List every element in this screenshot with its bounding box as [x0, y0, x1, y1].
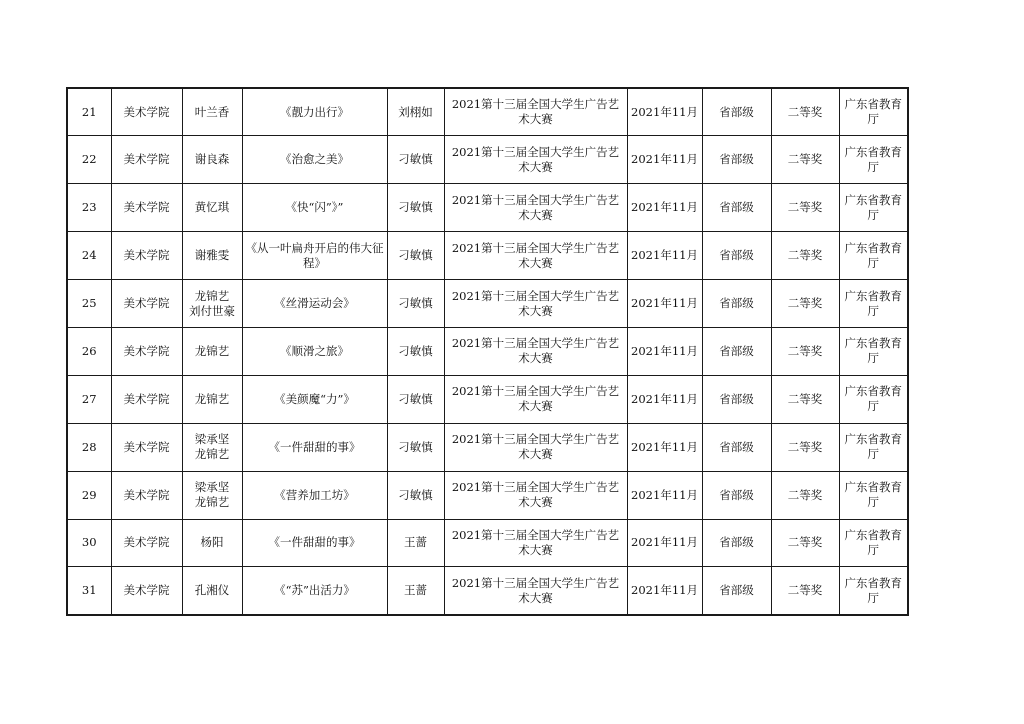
- date-cell: 2021年11月: [627, 423, 702, 471]
- college-cell: 美术学院: [111, 375, 182, 423]
- college-cell: 美术学院: [111, 567, 182, 615]
- awards-table: [66, 87, 909, 616]
- row-number-cell: 28: [67, 423, 111, 471]
- work-title-cell: 《一件甜甜的事》: [242, 423, 387, 471]
- competition-cell: 2021第十三届全国大学生广告艺术大赛: [444, 327, 627, 375]
- issuer-cell: 广东省教育厅: [839, 88, 908, 136]
- date-cell: 2021年11月: [627, 519, 702, 567]
- issuer-cell: 广东省教育厅: [839, 184, 908, 232]
- competition-cell: 2021第十三届全国大学生广告艺术大赛: [444, 88, 627, 136]
- date-cell: 2021年11月: [627, 567, 702, 615]
- work-title-cell: 《快“闪”》”: [242, 184, 387, 232]
- award-cell: 二等奖: [771, 88, 839, 136]
- issuer-cell: 广东省教育厅: [839, 232, 908, 280]
- table-row: [67, 327, 908, 375]
- table-row: [67, 232, 908, 280]
- student-name: 叶兰香: [194, 104, 230, 119]
- date-cell: 2021年11月: [627, 232, 702, 280]
- row-number-cell: 24: [67, 232, 111, 280]
- student-name: 孔湘仪: [194, 583, 230, 598]
- student-name: 谢雅雯: [194, 248, 230, 263]
- level-cell: 省部级: [702, 136, 771, 184]
- students-cell: [182, 232, 242, 280]
- student-name: 梁承坚: [194, 480, 230, 495]
- advisor-cell: 刘栩如: [387, 88, 444, 136]
- award-cell: 二等奖: [771, 471, 839, 519]
- row-number-cell: 25: [67, 280, 111, 328]
- students-cell: [182, 327, 242, 375]
- table-row: [67, 136, 908, 184]
- award-cell: 二等奖: [771, 136, 839, 184]
- award-cell: 二等奖: [771, 423, 839, 471]
- competition-cell: 2021第十三届全国大学生广告艺术大赛: [444, 519, 627, 567]
- students-cell: [182, 280, 242, 328]
- award-cell: 二等奖: [771, 280, 839, 328]
- row-number-cell: 22: [67, 136, 111, 184]
- date-cell: 2021年11月: [627, 471, 702, 519]
- student-name: 龙锦艺: [194, 447, 230, 462]
- college-cell: 美术学院: [111, 232, 182, 280]
- competition-cell: 2021第十三届全国大学生广告艺术大赛: [444, 184, 627, 232]
- table-row: [67, 375, 908, 423]
- student-name: 龙锦艺: [194, 343, 230, 358]
- competition-cell: 2021第十三届全国大学生广告艺术大赛: [444, 136, 627, 184]
- row-number-cell: 30: [67, 519, 111, 567]
- competition-cell: 2021第十三届全国大学生广告艺术大赛: [444, 232, 627, 280]
- advisor-cell: 刁敏慎: [387, 184, 444, 232]
- student-name: 黄忆琪: [194, 200, 230, 215]
- date-cell: 2021年11月: [627, 375, 702, 423]
- table-row: [67, 184, 908, 232]
- date-cell: 2021年11月: [627, 280, 702, 328]
- student-name: 龙锦艺: [194, 391, 230, 406]
- award-cell: 二等奖: [771, 519, 839, 567]
- advisor-cell: 刁敏慎: [387, 327, 444, 375]
- students-cell: [182, 88, 242, 136]
- student-name: 刘付世豪: [189, 303, 235, 318]
- advisor-cell: 刁敏慎: [387, 471, 444, 519]
- table-row: [67, 280, 908, 328]
- row-number-cell: 21: [67, 88, 111, 136]
- student-name: 梁承坚: [194, 432, 230, 447]
- competition-cell: 2021第十三届全国大学生广告艺术大赛: [444, 567, 627, 615]
- students-cell: [182, 471, 242, 519]
- level-cell: 省部级: [702, 232, 771, 280]
- work-title-cell: 《营养加工坊》: [242, 471, 387, 519]
- level-cell: 省部级: [702, 375, 771, 423]
- issuer-cell: 广东省教育厅: [839, 136, 908, 184]
- date-cell: 2021年11月: [627, 184, 702, 232]
- table-row: [67, 519, 908, 567]
- students-cell: [182, 567, 242, 615]
- college-cell: 美术学院: [111, 471, 182, 519]
- advisor-cell: 王蔷: [387, 519, 444, 567]
- level-cell: 省部级: [702, 567, 771, 615]
- students-cell: [182, 375, 242, 423]
- date-cell: 2021年11月: [627, 88, 702, 136]
- issuer-cell: 广东省教育厅: [839, 280, 908, 328]
- level-cell: 省部级: [702, 88, 771, 136]
- row-number-cell: 27: [67, 375, 111, 423]
- college-cell: 美术学院: [111, 184, 182, 232]
- issuer-cell: 广东省教育厅: [839, 327, 908, 375]
- advisor-cell: 刁敏慎: [387, 375, 444, 423]
- date-cell: 2021年11月: [627, 136, 702, 184]
- level-cell: 省部级: [702, 184, 771, 232]
- competition-cell: 2021第十三届全国大学生广告艺术大赛: [444, 280, 627, 328]
- advisor-cell: 刁敏慎: [387, 423, 444, 471]
- work-title-cell: 《丝滑运动会》: [242, 280, 387, 328]
- student-name: 龙锦艺: [194, 495, 230, 510]
- college-cell: 美术学院: [111, 88, 182, 136]
- table-row: [67, 88, 908, 136]
- college-cell: 美术学院: [111, 423, 182, 471]
- issuer-cell: 广东省教育厅: [839, 471, 908, 519]
- issuer-cell: 广东省教育厅: [839, 567, 908, 615]
- level-cell: 省部级: [702, 423, 771, 471]
- advisor-cell: 刁敏慎: [387, 280, 444, 328]
- students-cell: [182, 136, 242, 184]
- award-cell: 二等奖: [771, 184, 839, 232]
- row-number-cell: 31: [67, 567, 111, 615]
- advisor-cell: 刁敏慎: [387, 136, 444, 184]
- award-cell: 二等奖: [771, 232, 839, 280]
- work-title-cell: 《顺滑之旅》: [242, 327, 387, 375]
- table-row: [67, 423, 908, 471]
- college-cell: 美术学院: [111, 519, 182, 567]
- award-cell: 二等奖: [771, 567, 839, 615]
- issuer-cell: 广东省教育厅: [839, 519, 908, 567]
- level-cell: 省部级: [702, 519, 771, 567]
- competition-cell: 2021第十三届全国大学生广告艺术大赛: [444, 471, 627, 519]
- work-title-cell: 《美颜魔“力”》: [242, 375, 387, 423]
- students-cell: [182, 519, 242, 567]
- level-cell: 省部级: [702, 280, 771, 328]
- college-cell: 美术学院: [111, 327, 182, 375]
- level-cell: 省部级: [702, 471, 771, 519]
- row-number-cell: 29: [67, 471, 111, 519]
- date-cell: 2021年11月: [627, 327, 702, 375]
- students-cell: [182, 423, 242, 471]
- row-number-cell: 23: [67, 184, 111, 232]
- advisor-cell: 刁敏慎: [387, 232, 444, 280]
- work-title-cell: 《一件甜甜的事》: [242, 519, 387, 567]
- work-title-cell: 《“苏”出活力》: [242, 567, 387, 615]
- issuer-cell: 广东省教育厅: [839, 375, 908, 423]
- advisor-cell: 王蔷: [387, 567, 444, 615]
- college-cell: 美术学院: [111, 136, 182, 184]
- competition-cell: 2021第十三届全国大学生广告艺术大赛: [444, 375, 627, 423]
- table-row: [67, 567, 908, 615]
- award-cell: 二等奖: [771, 375, 839, 423]
- row-number-cell: 26: [67, 327, 111, 375]
- work-title-cell: 《靓力出行》: [242, 88, 387, 136]
- competition-cell: 2021第十三届全国大学生广告艺术大赛: [444, 423, 627, 471]
- table-body: [67, 88, 908, 615]
- college-cell: 美术学院: [111, 280, 182, 328]
- student-name: 谢良森: [194, 152, 230, 167]
- students-cell: [182, 184, 242, 232]
- level-cell: 省部级: [702, 327, 771, 375]
- table-row: [67, 471, 908, 519]
- student-name: 杨阳: [200, 535, 224, 550]
- work-title-cell: 《治愈之美》: [242, 136, 387, 184]
- award-cell: 二等奖: [771, 327, 839, 375]
- student-name: 龙锦艺: [194, 288, 230, 303]
- work-title-cell: 《从一叶扁舟开启的伟大征程》: [242, 232, 387, 280]
- issuer-cell: 广东省教育厅: [839, 423, 908, 471]
